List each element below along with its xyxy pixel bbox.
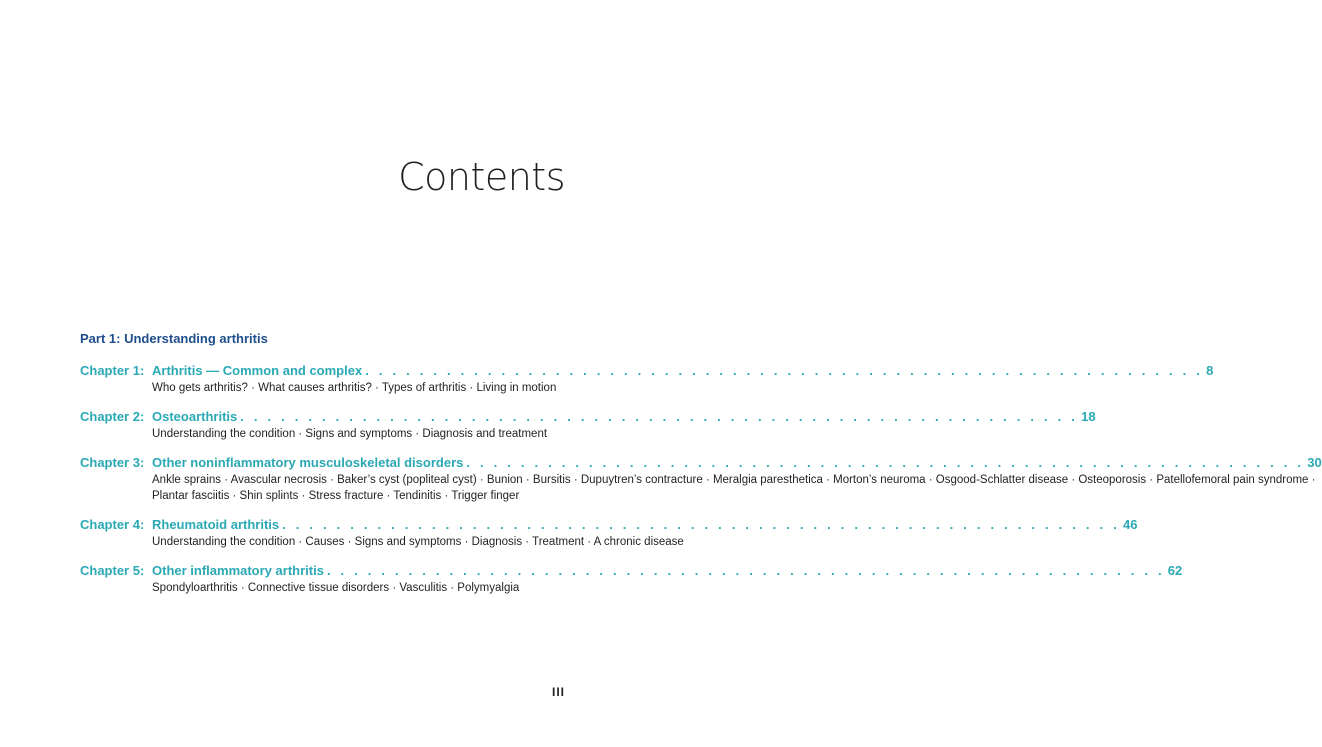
chapter-title[interactable]: Other inflammatory arthritis: [152, 563, 324, 578]
chapter-title-row: [152, 517, 1137, 533]
chapter-description: Understanding the condition · Causes · Signs and symptoms · Diagnosis · Treatment · A chronic disease: [152, 536, 684, 548]
chapter-title[interactable]: Osteoarthritis: [152, 409, 238, 424]
dot-leader: . . . . . . . . . . . . . . . . . . . . . . . . . . . . . . . . . . . . . . . . . . . . . . . . . . . . . . . . . . . . . .: [466, 455, 1305, 470]
toc-entry-chapter-5[interactable]: [80, 563, 1183, 596]
page-title: Contents: [398, 155, 565, 199]
chapter-title[interactable]: Arthritis — Common and complex: [152, 363, 363, 378]
table-of-contents: [80, 363, 1322, 609]
chapter-description: Spondyloarthritis · Connective tissue disorders · Vasculitis · Polymyalgia: [152, 582, 520, 594]
chapter-number: Chapter 2:: [80, 409, 145, 424]
chapter-title[interactable]: Rheumatoid arthritis: [152, 517, 280, 532]
chapter-number: Chapter 5:: [80, 563, 145, 578]
chapter-page-number[interactable]: 62: [1167, 563, 1183, 578]
chapter-title-row: [152, 455, 1322, 471]
chapter-page-number[interactable]: 46: [1122, 517, 1138, 532]
toc-entry-chapter-2[interactable]: [80, 409, 1096, 442]
chapter-description: Ankle sprains · Avascular necrosis · Baker’s cyst (popliteal cyst) · Bunion · Bursitis · Dupuytren’s contracture · Meralgia paresthetica · Morton’s neuroma · Osgood-Schlatter disease · Osteoporosis · Patellofemoral pain syndrome · Plantar fasciitis · Shin splints · Stress fracture · Tendinitis · Trigger finger: [152, 474, 1316, 502]
page-folio: III: [551, 685, 565, 699]
chapter-title-row: [152, 409, 1096, 425]
chapter-description: Who gets arthritis? · What causes arthritis? · Types of arthritis · Living in motion: [152, 382, 557, 394]
chapter-number: Chapter 1:: [80, 363, 145, 378]
chapter-page-number[interactable]: 8: [1206, 363, 1214, 378]
toc-entry-chapter-3[interactable]: [80, 455, 1322, 504]
chapter-page-number[interactable]: 30: [1307, 455, 1322, 470]
chapter-title-row: [152, 563, 1182, 579]
chapter-description: Understanding the condition · Signs and symptoms · Diagnosis and treatment: [152, 428, 548, 440]
toc-entry-chapter-4[interactable]: [80, 517, 1138, 550]
dot-leader: . . . . . . . . . . . . . . . . . . . . . . . . . . . . . . . . . . . . . . . . . . . . . . . . . . . . . . . . . . . . . .: [282, 517, 1120, 532]
dot-leader: . . . . . . . . . . . . . . . . . . . . . . . . . . . . . . . . . . . . . . . . . . . . . . . . . . . . . . . . . . . . . .: [240, 409, 1079, 424]
dot-leader: . . . . . . . . . . . . . . . . . . . . . . . . . . . . . . . . . . . . . . . . . . . . . . . . . . . . . . . . . . . . . .: [326, 563, 1165, 578]
chapter-title-row: [152, 363, 1213, 379]
chapter-page-number[interactable]: 18: [1081, 409, 1096, 424]
chapter-number: Chapter 3:: [80, 455, 145, 470]
chapter-number: Chapter 4:: [80, 517, 145, 532]
chapter-title[interactable]: Other noninflammatory musculoskeletal disorders: [152, 455, 464, 470]
part-heading: Part 1: Understanding arthritis: [80, 331, 268, 346]
toc-entry-chapter-1[interactable]: [80, 363, 1214, 396]
dot-leader: . . . . . . . . . . . . . . . . . . . . . . . . . . . . . . . . . . . . . . . . . . . . . . . . . . . . . . . . . . . . . .: [365, 363, 1204, 378]
